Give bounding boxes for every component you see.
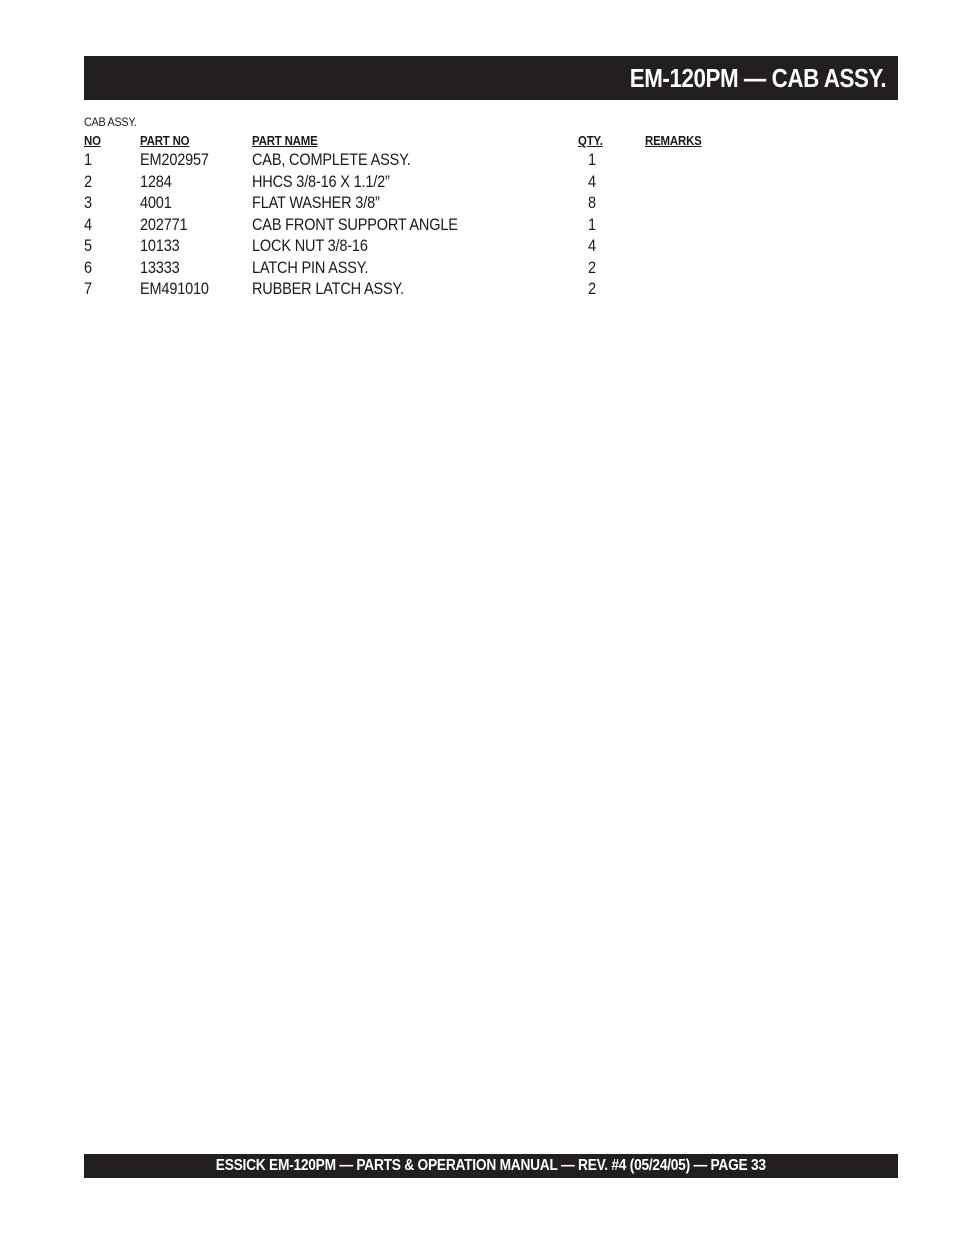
row-qty: 2 [588, 258, 596, 277]
row-no: 6 [84, 258, 92, 277]
row-part-no: 4001 [140, 194, 172, 212]
row-part-name: LOCK NUT 3/8-16 [252, 237, 368, 255]
row-part-name: CAB, COMPLETE ASSY. [252, 151, 411, 169]
row-part-no: 1284 [140, 172, 172, 191]
column-header-remarks: REMARKS [645, 133, 702, 148]
row-part-no: 202771 [140, 215, 188, 234]
row-no: 7 [84, 280, 92, 298]
row-no: 3 [84, 194, 92, 212]
row-no: 1 [84, 151, 92, 169]
row-qty: 4 [588, 237, 596, 255]
row-qty: 1 [588, 151, 596, 169]
row-qty: 8 [588, 194, 596, 212]
table-row [84, 258, 784, 280]
page-header-bar [84, 56, 898, 100]
parts-table-header [84, 133, 784, 149]
parts-table-body [84, 150, 784, 301]
row-part-name: CAB FRONT SUPPORT ANGLE [252, 215, 458, 234]
table-row [84, 279, 784, 301]
table-row [84, 215, 784, 237]
row-part-name: FLAT WASHER 3/8” [252, 194, 380, 212]
row-qty: 2 [588, 280, 596, 298]
row-qty: 4 [588, 172, 596, 191]
table-row [84, 172, 784, 194]
row-qty: 1 [588, 215, 596, 234]
row-no: 4 [84, 215, 92, 234]
row-part-name: RUBBER LATCH ASSY. [252, 280, 405, 298]
row-part-name: HHCS 3/8-16 X 1.1/2” [252, 172, 390, 191]
column-header-no: NO [84, 133, 101, 148]
section-label: CAB ASSY. [84, 115, 137, 129]
row-part-name: LATCH PIN ASSY. [252, 258, 369, 277]
table-row [84, 193, 784, 215]
page-title: EM-120PM — CAB ASSY. [629, 62, 886, 93]
page-footer-text: ESSICK EM-120PM — PARTS & OPERATION MANUAL — REV. #4 (05/24/05) — PAGE 33 [215, 1157, 767, 1174]
table-row [84, 236, 784, 258]
column-header-part-name: PART NAME [252, 133, 318, 148]
row-part-no: 13333 [140, 258, 180, 277]
column-header-part-no: PART NO [140, 133, 190, 148]
row-part-no: EM491010 [140, 280, 209, 298]
table-row [84, 150, 784, 172]
row-part-no: 10133 [140, 237, 180, 255]
row-part-no: EM202957 [140, 151, 209, 169]
page-footer-bar [84, 1154, 898, 1178]
column-header-qty: QTY. [578, 133, 603, 148]
row-no: 5 [84, 237, 92, 255]
row-no: 2 [84, 172, 92, 191]
